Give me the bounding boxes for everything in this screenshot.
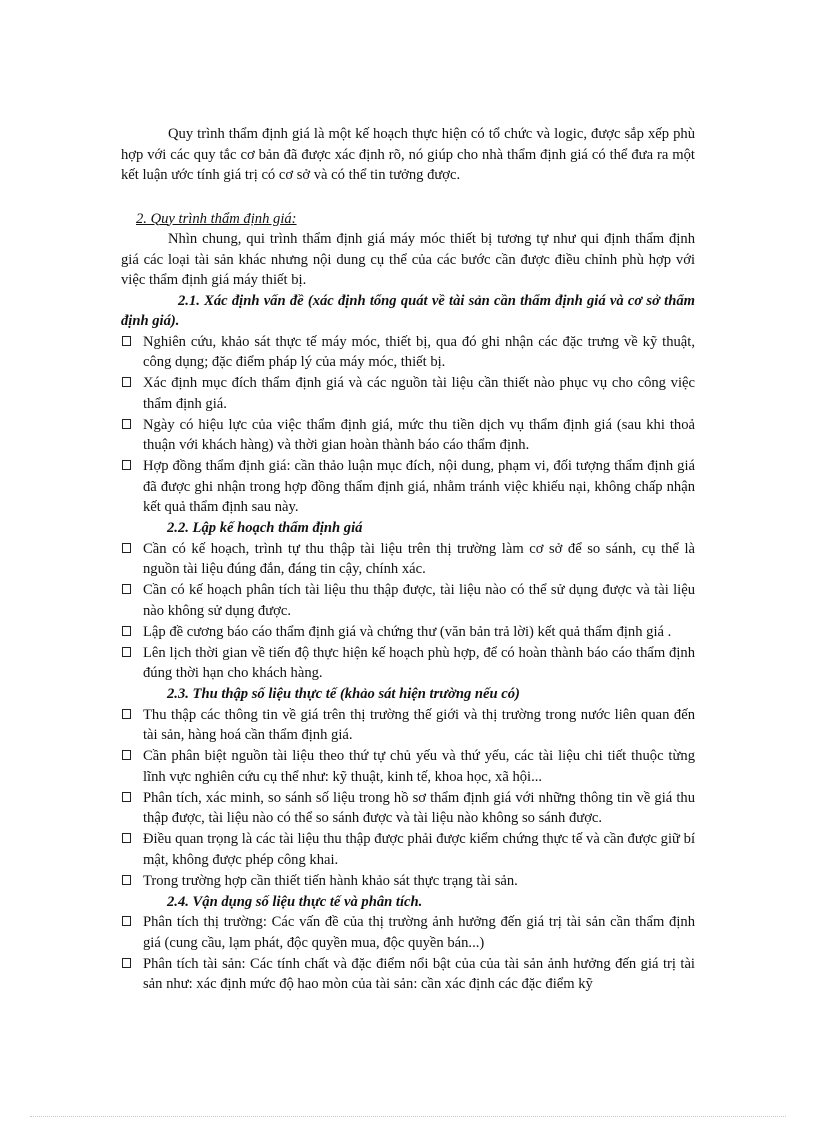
- list-item-text: Xác định mục đích thẩm định giá và các nguồn tài liệu cần thiết nào phục vụ cho công việc thẩm định giá.: [143, 375, 695, 412]
- checkbox-bullet-icon: [122, 750, 131, 760]
- list-item: [121, 580, 695, 621]
- list-item-text: Cần phân biệt nguồn tài liệu theo thứ tự chủ yếu và thứ yếu, các tài liệu chi tiết thuộc từng lĩnh vực nghiên cứu cụ thể như: kỹ thuật, kinh tế, khoa học, xã hội...: [143, 748, 695, 785]
- checkbox-bullet-icon: [122, 875, 131, 885]
- list-item: [121, 746, 695, 787]
- list-item-text: Lên lịch thời gian về tiến độ thực hiện kế hoạch phù hợp, để có hoàn thành báo cáo thẩm định đúng thời hạn cho khách hàng.: [143, 644, 695, 681]
- checkbox-bullet-icon: [122, 647, 131, 657]
- list-item-text: Điều quan trọng là các tài liệu thu thập được phải được kiểm chứng thực tế và cần được giữ bí mật, không được phép công khai.: [143, 831, 695, 868]
- list-item: [121, 788, 695, 829]
- list-item: [121, 912, 695, 953]
- bullet-list-2-3: [121, 705, 695, 892]
- list-item: [121, 871, 695, 892]
- subsection-heading-2-4: 2.4. Vận dụng số liệu thực tế và phân tích.: [167, 893, 423, 910]
- checkbox-bullet-icon: [122, 709, 131, 719]
- checkbox-bullet-icon: [122, 792, 131, 802]
- bullet-list-2-1: [121, 332, 695, 518]
- list-item: [121, 539, 695, 580]
- list-item: [121, 373, 695, 414]
- list-item: [121, 705, 695, 746]
- list-item: [121, 954, 695, 995]
- list-item: [121, 332, 695, 373]
- page-bottom-rule: [30, 1116, 786, 1117]
- checkbox-bullet-icon: [122, 958, 131, 968]
- checkbox-bullet-icon: [122, 543, 131, 553]
- bullet-list-2-2: [121, 539, 695, 684]
- list-item: [121, 622, 695, 643]
- list-item-text: Phân tích, xác minh, so sánh số liệu trong hồ sơ thẩm định giá với những thông tin về giá thu thập được, tài liệu nào có thể so sánh được và tài liệu nào không so sánh được.: [143, 789, 695, 826]
- list-item: [121, 456, 695, 518]
- section-paragraph: Nhìn chung, qui trình thẩm định giá máy móc thiết bị tương tự như qui định thẩm định giá các loại tài sản khác nhưng nội dung cụ thể của các bước cần được điều chỉnh phù hợp với việc thẩm định giá máy thiết bị.: [121, 231, 695, 288]
- list-item-text: Cần có kế hoạch phân tích tài liệu thu thập được, tài liệu nào có thể sử dụng được và tài liệu nào không sử dụng được.: [143, 582, 695, 619]
- list-item-text: Lập đề cương báo cáo thẩm định giá và chứng thư (văn bản trả lời) kết quả thẩm định giá .: [143, 623, 672, 640]
- page-content: [121, 124, 695, 995]
- list-item-text: Trong trường hợp cần thiết tiến hành khảo sát thực trạng tài sản.: [143, 872, 518, 889]
- checkbox-bullet-icon: [122, 419, 131, 429]
- list-item-text: Thu thập các thông tin về giá trên thị trường thế giới và thị trường trong nước liên quan đến tài sản, hàng hoá cần thẩm định giá.: [143, 706, 695, 743]
- subsection-heading-2-3: 2.3. Thu thập số liệu thực tế (khảo sát hiện trường nếu có): [167, 686, 520, 702]
- checkbox-bullet-icon: [122, 584, 131, 594]
- list-item-text: Cần có kế hoạch, trình tự thu thập tài liệu trên thị trường làm cơ sở để so sánh, cụ thể là nguồn tài liệu đúng đắn, đáng tin cậy, chính xác.: [143, 540, 695, 577]
- subsection-heading-2-2: 2.2. Lập kế hoạch thẩm định giá: [167, 520, 363, 536]
- checkbox-bullet-icon: [122, 377, 131, 387]
- list-item: [121, 829, 695, 870]
- list-item: [121, 643, 695, 684]
- list-item-text: Nghiên cứu, khảo sát thực tế máy móc, thiết bị, qua đó ghi nhận các đặc trưng về kỹ thuật, công dụng; đặc điểm pháp lý của máy móc, thiết bị.: [143, 333, 695, 370]
- checkbox-bullet-icon: [122, 626, 131, 636]
- checkbox-bullet-icon: [122, 916, 131, 926]
- checkbox-bullet-icon: [122, 336, 131, 346]
- subsection-heading-2-1: 2.1. Xác định vấn đề (xác định tổng quát về tài sản cần thẩm định giá và cơ sở thẩm định giá).: [121, 292, 695, 329]
- checkbox-bullet-icon: [122, 833, 131, 843]
- list-item-text: Hợp đồng thẩm định giá: cần thảo luận mục đích, nội dung, phạm vi, đối tượng thẩm định giá đã được ghi nhận trong hợp đồng thẩm định giá, nhằm tránh việc khiếu nại, không chấp nhận kết quả thẩm định sau này.: [143, 458, 695, 515]
- section-title: 2. Quy trình thẩm định giá:: [136, 210, 297, 227]
- list-item-text: Phân tích tài sản: Các tính chất và đặc điểm nổi bật của của tài sản ảnh hưởng đến giá trị tài sản như: xác định mức độ hao mòn của tài sản: cần xác định các đặc điểm kỹ: [143, 955, 695, 992]
- bullet-list-2-4: [121, 912, 695, 995]
- list-item: [121, 415, 695, 456]
- spacer: [121, 186, 695, 209]
- list-item-text: Ngày có hiệu lực của việc thẩm định giá, mức thu tiền dịch vụ thẩm định giá (sau khi thoả thuận với khách hàng) và thời gian hoàn thành báo cáo thẩm định.: [143, 416, 695, 453]
- checkbox-bullet-icon: [122, 460, 131, 470]
- intro-paragraph: Quy trình thẩm định giá là một kế hoạch thực hiện có tổ chức và logic, được sắp xếp phù hợp với các quy tắc cơ bản đã được xác định rõ, nó giúp cho nhà thẩm định giá có thể đưa ra một kết luận ước tính giá trị có cơ sở và có thể tin tưởng được.: [121, 126, 695, 183]
- list-item-text: Phân tích thị trường: Các vấn đề của thị trường ảnh hưởng đến giá trị tài sản cần thẩm định giá (cung cầu, lạm phát, độc quyền mua, độc quyền bán...): [143, 914, 695, 951]
